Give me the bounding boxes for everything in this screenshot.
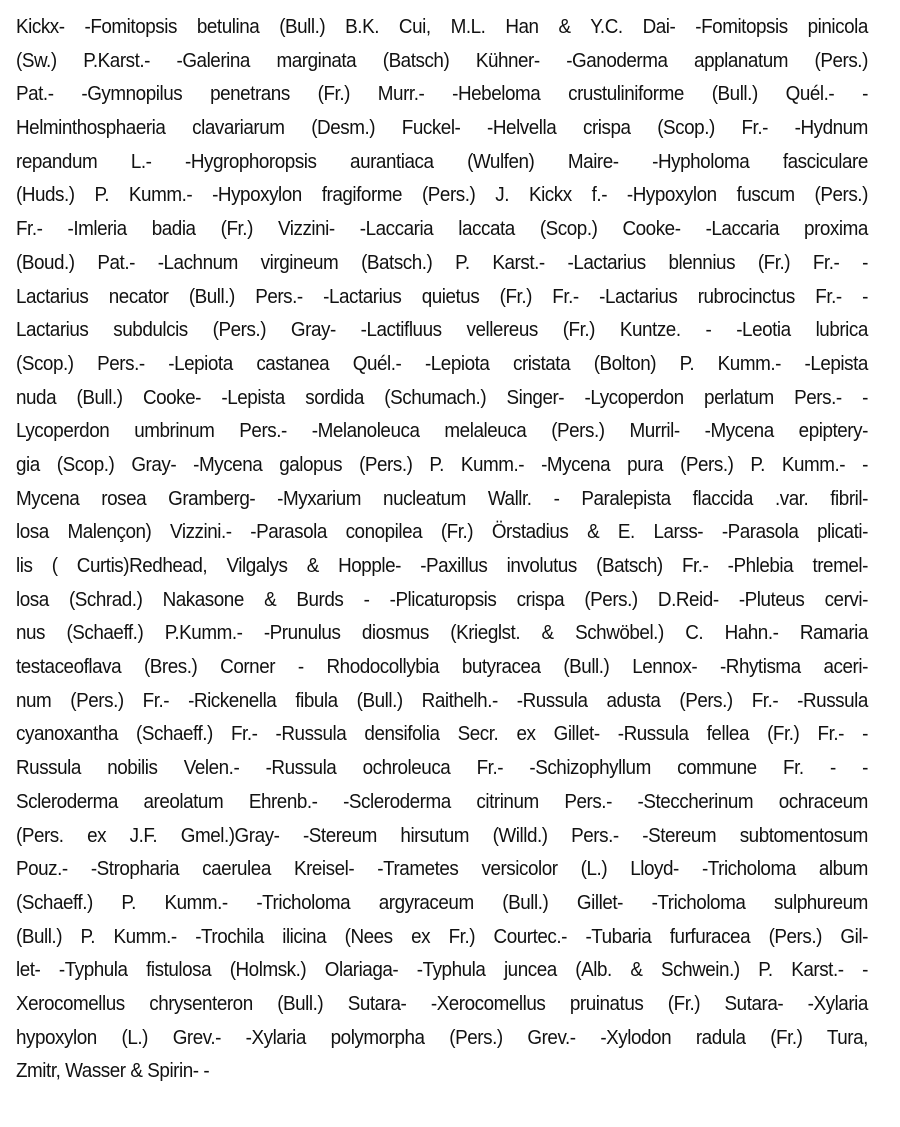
text-line-21: num (Pers.) Fr.- -Rickenella fibula (Bull.) Raithelh.- -Russula adusta (Pers.) Fr.- -Russula [16,688,868,712]
text-line-7: Fr.- -Imleria badia (Fr.) Vizzini- -Laccaria laccata (Scop.) Cooke- -Laccaria proxima [16,217,868,241]
text-line-19: nus (Schaeff.) P.Kumm.- -Prunulus diosmus (Krieglst. & Schwöbel.) C. Hahn.- Ramaria [16,621,868,645]
text-line-22: cyanoxantha (Schaeff.) Fr.- -Russula densifolia Secr. ex Gillet- -Russula fellea (Fr.) Fr.- - [16,722,868,746]
text-line-23: Russula nobilis Velen.- -Russula ochroleuca Fr.- -Schizophyllum commune Fr. - - [16,756,868,780]
text-line-12: nuda (Bull.) Cooke- -Lepista sordida (Schumach.) Singer- -Lycoperdon perlatum Pers.- - [16,385,868,409]
text-line-9: Lactarius necator (Bull.) Pers.- -Lactarius quietus (Fr.) Fr.- -Lactarius rubrocinctus Fr.- - [16,284,868,308]
text-line-8: (Boud.) Pat.- -Lachnum virgineum (Batsch.) P. Karst.- -Lactarius blennius (Fr.) Fr.- - [16,250,868,274]
text-line-5: repandum L.- -Hygrophoropsis aurantiaca (Wulfen) Maire- -Hypholoma fasciculare [16,149,868,173]
text-line-20: testaceoflava (Bres.) Corner - Rhodocollybia butyracea (Bull.) Lennox- -Rhytisma aceri- [16,655,868,679]
text-line-28: (Bull.) P. Kumm.- -Trochila ilicina (Nees ex Fr.) Courtec.- -Tubaria furfuracea (Pers.) Gil- [16,924,868,948]
text-line-10: Lactarius subdulcis (Pers.) Gray- -Lactifluus vellereus (Fr.) Kuntze. - -Leotia lubrica [16,318,868,342]
text-line-32: Zmitr, Wasser & Spirin- - [16,1059,210,1083]
text-line-26: Pouz.- -Stropharia caerulea Kreisel- -Trametes versicolor (L.) Lloyd- -Tricholoma album [16,857,868,881]
text-line-30: Xerocomellus chrysenteron (Bull.) Sutara- -Xerocomellus pruinatus (Fr.) Sutara- -Xylaria [16,991,868,1015]
text-line-24: Scleroderma areolatum Ehrenb.- -Scleroderma citrinum Pers.- -Steccherinum ochraceum [16,789,868,813]
text-line-14: gia (Scop.) Gray- -Mycena galopus (Pers.) P. Kumm.- -Mycena pura (Pers.) P. Kumm.- - [16,452,868,476]
text-line-13: Lycoperdon umbrinum Pers.- -Melanoleuca melaleuca (Pers.) Murril- -Mycena epiptery- [16,419,868,443]
text-line-3: Pat.- -Gymnopilus penetrans (Fr.) Murr.- -Hebeloma crustuliniforme (Bull.) Quél.- - [16,82,868,106]
species-list-text [16,10,868,1120]
text-line-29: let- -Typhula fistulosa (Holmsk.) Olariaga- -Typhula juncea (Alb. & Schwein.) P. Karst.- - [16,958,868,982]
text-line-6: (Huds.) P. Kumm.- -Hypoxylon fragiforme (Pers.) J. Kickx f.- -Hypoxylon fuscum (Pers.) [16,183,868,207]
text-line-27: (Schaeff.) P. Kumm.- -Tricholoma argyraceum (Bull.) Gillet- -Tricholoma sulphureum [16,890,868,914]
text-line-11: (Scop.) Pers.- -Lepiota castanea Quél.- -Lepiota cristata (Bolton) P. Kumm.- -Lepista [16,351,868,375]
text-line-16: losa Malençon) Vizzini.- -Parasola conopilea (Fr.) Örstadius & E. Larss- -Parasola plicati- [16,520,868,544]
text-line-2: (Sw.) P.Karst.- -Galerina marginata (Batsch) Kühner- -Ganoderma applanatum (Pers.) [16,48,868,72]
text-line-31: hypoxylon (L.) Grev.- -Xylaria polymorpha (Pers.) Grev.- -Xylodon radula (Fr.) Tura, [16,1025,868,1049]
text-line-17: lis ( Curtis)Redhead, Vilgalys & Hopple- -Paxillus involutus (Batsch) Fr.- -Phlebia tremel- [16,554,868,577]
text-line-1: Kickx- -Fomitopsis betulina (Bull.) B.K. Cui, M.L. Han & Y.C. Dai- -Fomitopsis pinicola [16,15,868,38]
text-line-4: Helminthosphaeria clavariarum (Desm.) Fuckel- -Helvella crispa (Scop.) Fr.- -Hydnum [16,116,868,140]
text-line-25: (Pers. ex J.F. Gmel.)Gray- -Stereum hirsutum (Willd.) Pers.- -Stereum subtomentosum [16,823,868,847]
text-line-15: Mycena rosea Gramberg- -Myxarium nucleatum Wallr. - Paralepista flaccida .var. fibril- [16,486,868,510]
text-line-18: losa (Schrad.) Nakasone & Burds - -Plicaturopsis crispa (Pers.) D.Reid- -Pluteus cervi- [16,587,868,611]
